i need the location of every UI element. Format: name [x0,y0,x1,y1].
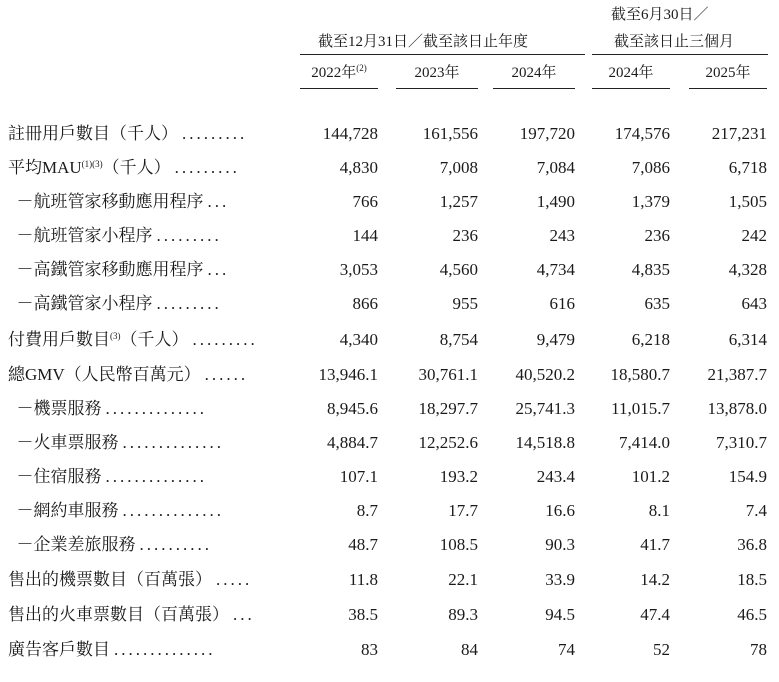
cell-value: 161,556 [422,124,478,143]
cell-value: 8,945.6 [327,399,378,418]
cell-value: 144,728 [322,124,378,143]
group2-title-line1: 截至6月30日／ [611,7,709,23]
table-row [0,258,779,282]
cell-value: 243 [549,226,575,245]
dot-leader: ..... [216,570,253,589]
row-label [8,156,175,180]
cell-value: 635 [644,294,670,313]
cell-value: 4,835 [631,260,670,279]
table-row [0,568,779,592]
row-label [8,258,208,282]
row-label-text: 企業差旅服務 [33,535,136,554]
row-label [8,397,106,421]
cell-value: 174,576 [614,124,670,143]
cell-value: 46.5 [737,605,767,624]
dot-leader: ......... [156,226,222,245]
cell-value: 643 [741,294,767,313]
cell-value: 14.2 [640,570,670,589]
column-header-4 [608,64,653,82]
dot-leader: .............. [122,433,224,452]
dot-leader: .............. [114,640,216,659]
cell-value: 4,560 [439,260,478,279]
column-header-label: 2024年 [608,65,654,81]
cell-value: 84 [461,640,478,659]
dot-leader: ......... [192,330,258,349]
row-prefix: － [8,192,34,211]
cell-value: 101.2 [631,467,670,486]
cell-value: 11,015.7 [611,399,670,418]
table-row [0,328,779,352]
row-label [8,603,233,627]
row-label-suffix: （千人） [102,158,171,177]
row-label-text: 航班管家小程序 [33,226,153,245]
cell-value: 48.7 [348,535,378,554]
row-prefix: － [8,467,34,486]
row-label [8,363,205,387]
column-header-5 [705,64,750,82]
cell-value: 33.9 [545,570,575,589]
cell-value: 4,734 [536,260,575,279]
cell-value: 7,310.7 [716,433,767,452]
cell-value: 18.5 [737,570,767,589]
row-label-text: 註冊用戶數目（千人） [8,124,178,143]
column-header-label: 2022年 [311,65,357,81]
cell-value: 616 [549,294,575,313]
row-label-text: 航班管家移動應用程序 [33,192,204,211]
cell-value: 4,340 [339,330,378,349]
col-rule-3 [493,88,575,89]
table-row [0,122,779,146]
table-row [0,397,779,421]
row-label-text: 高鐵管家移動應用程序 [33,260,204,279]
cell-value: 197,720 [519,124,575,143]
row-label [8,431,123,455]
cell-value: 1,490 [536,192,575,211]
cell-value: 955 [452,294,478,313]
row-label [8,499,123,523]
row-label [8,568,216,592]
cell-value: 193.2 [439,467,478,486]
cell-value: 11.8 [348,570,378,589]
footnote-marker: (3) [110,331,121,341]
cell-value: 40,520.2 [515,365,575,384]
row-label-text: 網約車服務 [33,501,119,520]
cell-value: 217,231 [711,124,767,143]
cell-value: 18,297.7 [418,399,478,418]
row-label [8,328,193,352]
table-row [0,431,779,455]
cell-value: 8.7 [356,501,378,520]
cell-value: 1,505 [728,192,767,211]
row-prefix: － [8,260,34,279]
column-header-label: 2023年 [414,65,460,81]
group2-rule [592,54,768,55]
column-header-1 [311,64,367,82]
cell-value: 7,084 [536,158,575,177]
dot-leader: .............. [105,399,207,418]
table-row [0,156,779,180]
cell-value: 7,008 [439,158,478,177]
cell-value: 1,379 [631,192,670,211]
cell-value: 18,580.7 [610,365,670,384]
cell-value: 30,761.1 [418,365,478,384]
cell-value: 9,479 [536,330,575,349]
cell-value: 14,518.8 [515,433,575,452]
table-row [0,190,779,214]
dot-leader: .............. [105,467,207,486]
cell-value: 154.9 [728,467,767,486]
cell-value: 83 [361,640,378,659]
cell-value: 7,086 [631,158,670,177]
cell-value: 4,328 [728,260,767,279]
dot-leader: ... [207,260,230,279]
group1-rule [300,54,585,55]
row-prefix: － [8,294,34,313]
cell-value: 6,718 [728,158,767,177]
cell-value: 8,754 [439,330,478,349]
cell-value: 25,741.3 [515,399,575,418]
row-label [8,465,106,489]
table-row [0,465,779,489]
row-prefix: － [8,399,34,418]
cell-value: 144 [352,226,378,245]
row-label-text: 售出的火車票數目（百萬張） [8,605,229,624]
dot-leader: ...... [204,365,249,384]
col-rule-4 [592,88,670,89]
cell-value: 12,252.6 [418,433,478,452]
cell-value: 236 [452,226,478,245]
dot-leader: ......... [174,158,240,177]
dot-leader: ... [207,192,230,211]
cell-value: 7.4 [745,501,767,520]
cell-value: 3,053 [339,260,378,279]
cell-value: 8.1 [648,501,670,520]
cell-value: 17.7 [448,501,478,520]
cell-value: 108.5 [439,535,478,554]
column-header-3 [511,64,556,82]
cell-value: 242 [741,226,767,245]
cell-value: 6,218 [631,330,670,349]
row-label [8,122,182,146]
row-label-text: 總GMV（人民幣百萬元） [8,365,201,384]
cell-value: 38.5 [348,605,378,624]
cell-value: 6,314 [728,330,767,349]
row-label-text: 付費用戶數目 [8,330,110,349]
column-header-2 [414,64,459,82]
cell-value: 243.4 [536,467,575,486]
cell-value: 4,830 [339,158,378,177]
cell-value: 94.5 [545,605,575,624]
dot-leader: ......... [156,294,222,313]
row-prefix: － [8,226,34,245]
group2-title-line2: 截至該日止三個月 [614,34,735,50]
table-row [0,499,779,523]
row-label-text: 售出的機票數目（百萬張） [8,570,212,589]
cell-value: 89.3 [448,605,478,624]
cell-value: 13,878.0 [707,399,767,418]
dot-leader: .............. [122,501,224,520]
col-rule-5 [689,88,767,89]
table-row [0,292,779,316]
cell-value: 90.3 [545,535,575,554]
row-label-text: 機票服務 [33,399,102,418]
cell-value: 52 [653,640,670,659]
row-label-text: 廣告客戶數目 [8,640,110,659]
row-label-text: 高鐵管家小程序 [33,294,153,313]
dot-leader: ... [233,605,255,624]
cell-value: 47.4 [640,605,670,624]
group1-title: 截至12月31日／截至該日止年度 [318,34,529,50]
row-prefix: － [8,535,34,554]
cell-value: 766 [352,192,378,211]
footnote-marker: (1)(3) [81,159,103,169]
row-label [8,533,140,557]
row-label-suffix: （千人） [120,330,189,349]
col-rule-2 [396,88,478,89]
cell-value: 107.1 [339,467,378,486]
column-header-label: 2024年 [511,65,557,81]
cell-value: 74 [558,640,575,659]
footnote-marker: (2) [356,63,367,73]
cell-value: 21,387.7 [707,365,767,384]
cell-value: 41.7 [640,535,670,554]
table-row [0,603,779,627]
row-label-text: 平均MAU [8,158,82,177]
cell-value: 1,257 [439,192,478,211]
dot-leader: ......... [182,124,248,143]
table-row [0,638,779,662]
table-row [0,363,779,387]
row-label-text: 火車票服務 [33,433,119,452]
cell-value: 36.8 [737,535,767,554]
cell-value: 22.1 [448,570,478,589]
column-header-label: 2025年 [705,65,751,81]
row-label [8,292,157,316]
row-prefix: － [8,433,34,452]
cell-value: 4,884.7 [327,433,378,452]
table-row [0,533,779,557]
cell-value: 7,414.0 [619,433,670,452]
row-label [8,190,208,214]
cell-value: 13,946.1 [318,365,378,384]
cell-value: 866 [352,294,378,313]
cell-value: 236 [644,226,670,245]
col-rule-1 [300,88,378,89]
cell-value: 78 [750,640,767,659]
row-prefix: － [8,501,34,520]
dot-leader: .......... [139,535,212,554]
table-row [0,224,779,248]
cell-value: 16.6 [545,501,575,520]
row-label-text: 住宿服務 [33,467,102,486]
row-label [8,224,157,248]
row-label [8,638,114,662]
